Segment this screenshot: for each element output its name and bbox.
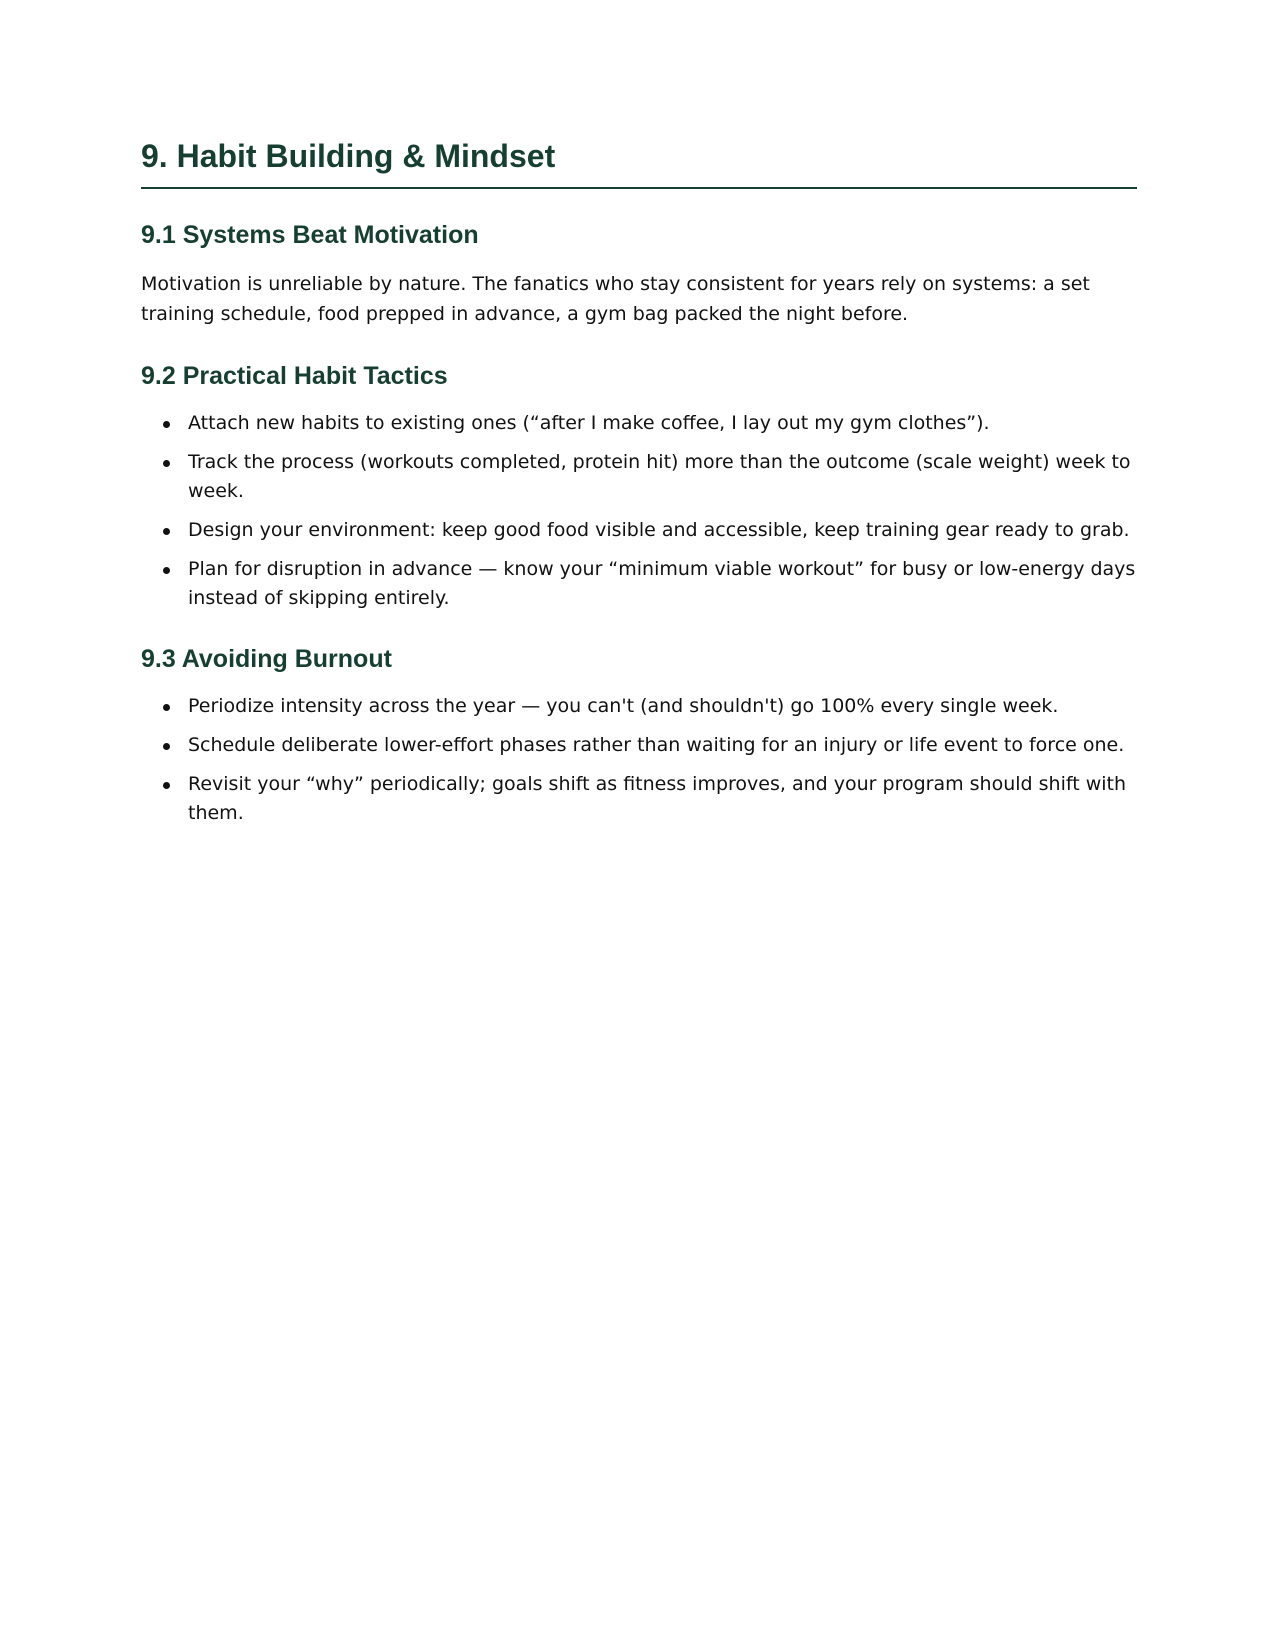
list-item bbox=[141, 555, 1137, 613]
list-item-text: Attach new habits to existing ones (“after I make coffee, I lay out my gym clothes”). bbox=[188, 412, 990, 434]
list-item bbox=[141, 409, 1137, 438]
list-item-text: Design your environment: keep good food visible and accessible, keep training gear ready to grab. bbox=[188, 519, 1130, 541]
bullet-icon bbox=[163, 528, 170, 535]
section-heading-burnout: 9.3 Avoiding Burnout bbox=[141, 645, 392, 673]
habit-tactics-list bbox=[141, 409, 1137, 623]
list-item bbox=[141, 448, 1137, 506]
bullet-icon bbox=[163, 743, 170, 750]
chapter-title: 9. Habit Building & Mindset bbox=[141, 138, 556, 174]
section-heading-systems: 9.1 Systems Beat Motivation bbox=[141, 221, 479, 249]
bullet-icon bbox=[163, 704, 170, 711]
bullet-icon bbox=[163, 460, 170, 467]
section-heading-habit-tactics: 9.2 Practical Habit Tactics bbox=[141, 362, 448, 390]
bullet-icon bbox=[163, 567, 170, 574]
bullet-icon bbox=[163, 782, 170, 789]
list-item-text: Plan for disruption in advance — know your “minimum viable workout” for busy or low-energy days instead of skipping entirely. bbox=[188, 558, 1136, 609]
list-item-text: Periodize intensity across the year — you can't (and shouldn't) go 100% every single week. bbox=[188, 695, 1059, 717]
list-item bbox=[141, 731, 1137, 760]
list-item-text: Track the process (workouts completed, protein hit) more than the outcome (scale weight) week to week. bbox=[188, 451, 1131, 502]
chapter-divider bbox=[141, 187, 1137, 189]
list-item bbox=[141, 692, 1137, 721]
burnout-list bbox=[141, 692, 1137, 838]
list-item-text: Schedule deliberate lower-effort phases rather than waiting for an injury or life event to force one. bbox=[188, 734, 1125, 756]
section-paragraph-systems: Motivation is unreliable by nature. The fanatics who stay consistent for years rely on systems: a set training schedule, food prepped in advance, a gym bag packed the night before. bbox=[141, 273, 1090, 325]
list-item bbox=[141, 770, 1137, 828]
list-item-text: Revisit your “why” periodically; goals shift as fitness improves, and your program should shift with them. bbox=[188, 773, 1127, 824]
list-item bbox=[141, 516, 1137, 545]
bullet-icon bbox=[163, 421, 170, 428]
